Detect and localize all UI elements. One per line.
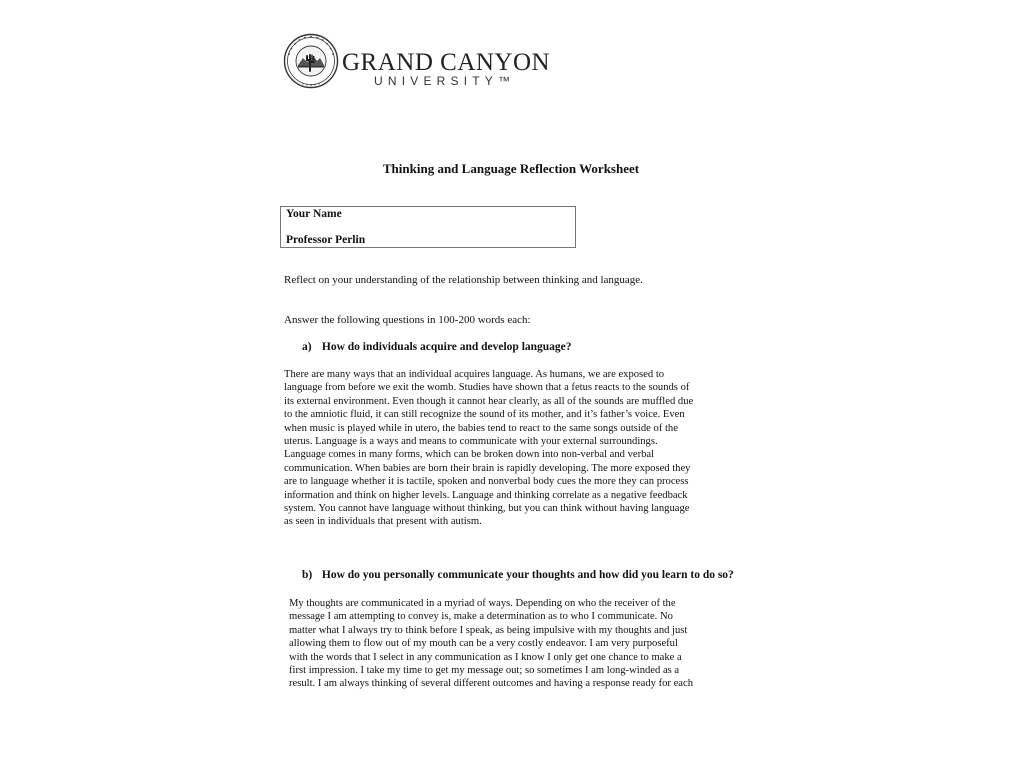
intro-text: Reflect on your understanding of the relationship between thinking and language. xyxy=(284,274,643,286)
worksheet-title xyxy=(0,161,1024,177)
question-a-marker: a) xyxy=(302,341,312,353)
answer-line: There are many ways that an individual acquires language. As humans, we are exposed to xyxy=(284,369,665,380)
info-box xyxy=(280,206,576,248)
question-a xyxy=(302,341,572,353)
answer-line: result. I am always thinking of several different outcomes and having a response ready for each xyxy=(289,678,693,690)
question-b-text: How do you personally communicate your thoughts and how did you learn to do so? xyxy=(321,569,734,581)
answer-line: system. You cannot have language without thinking, but you can think without having language xyxy=(284,503,690,515)
brand-name: GRAND CANYON xyxy=(342,49,551,76)
answer-line: allowing them to flow out of my mouth can be a very costly endeavor. I am very purposeful xyxy=(289,638,678,650)
question-a-text: How do individuals acquire and develop language? xyxy=(321,341,572,353)
answer-line: first impression. I take my time to get my message out; so sometimes I am long-winded as a xyxy=(289,665,680,677)
university-logo xyxy=(283,33,551,91)
answer-line: are to language whether it is tactile, spoken and nonverbal body cues the more they can process xyxy=(284,476,689,488)
instruction-text: Answer the following questions in 100-200 words each: xyxy=(284,314,531,326)
question-b-marker: b) xyxy=(302,569,313,581)
answer-line: language from before we exit the womb. Studies have shown that a fetus reacts to the sounds of xyxy=(284,382,690,394)
answer-line: to the amniotic fluid, it can still recognize the sound of its mother, and it’s father’s voice. Even xyxy=(284,409,685,421)
answer-a xyxy=(284,368,693,529)
question-b xyxy=(302,569,734,581)
answer-line: when music is played while in utero, the babies tend to react to the same songs outside of the xyxy=(284,422,678,434)
answer-line: as seen in individuals that present with autism. xyxy=(284,516,482,528)
professor-name: Professor Perlin xyxy=(286,234,366,246)
student-name-label: Your Name xyxy=(286,208,342,220)
university-seal-icon xyxy=(283,33,339,89)
answer-line: communication. When babies are born their brain is rapidly developing. The more exposed they xyxy=(284,462,691,474)
answer-line: with the words that I select in any communication as I know I only get one chance to make a xyxy=(289,651,682,663)
answer-line: My thoughts are communicated in a myriad of ways. Depending on who the receiver of the xyxy=(289,598,676,609)
brand-subtitle: UNIVERSITY™ xyxy=(374,74,516,88)
answer-line: Language comes in many forms, which can be broken down into non-verbal and verbal xyxy=(284,449,655,461)
answer-b xyxy=(289,597,693,691)
answer-line: information and think on higher levels. Language and thinking correlate as a negative feedback xyxy=(284,489,688,501)
answer-line: its external environment. Even though it cannot hear clearly, as all of the sounds are muffled due xyxy=(284,395,694,407)
answer-line: uterus. Language is a ways and means to communicate with your external surroundings. xyxy=(284,436,658,448)
answer-line: message I am attempting to convey is, make a determination as to who I communicate. No xyxy=(289,611,673,623)
worksheet-title-text: Thinking and Language Reflection Worksheet xyxy=(382,161,640,176)
answer-line: matter what I always try to think before I speak, as being impulsive with my thoughts and just xyxy=(289,624,688,636)
